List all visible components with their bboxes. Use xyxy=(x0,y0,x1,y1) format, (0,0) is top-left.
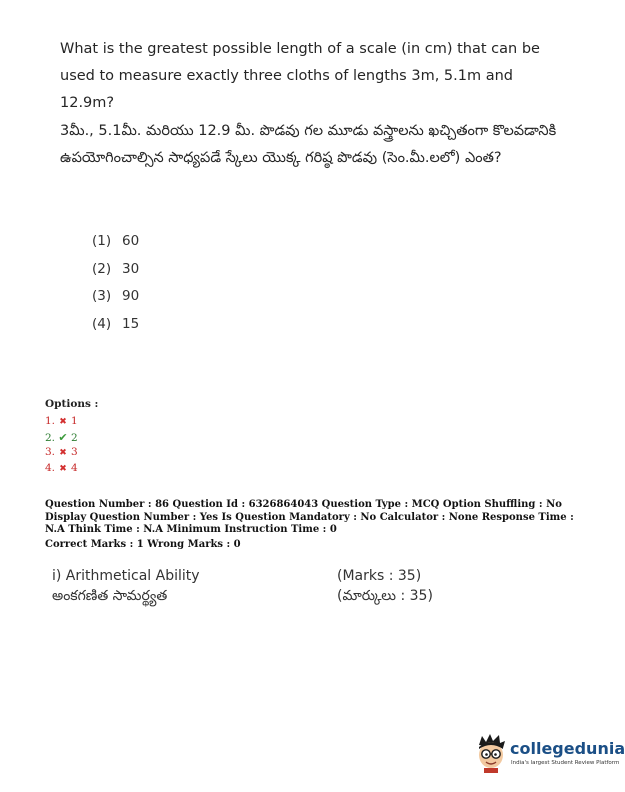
choice-number: (1) xyxy=(92,233,112,249)
options-heading: Options : xyxy=(45,398,99,410)
choice-3 xyxy=(92,283,139,311)
option-value: 1 xyxy=(71,415,78,427)
choice-number: (2) xyxy=(92,260,112,277)
option-2 xyxy=(45,430,78,446)
section-title-english: i) Arithmetical Ability xyxy=(52,568,200,584)
marks-info: Correct Marks : 1 Wrong Marks : 0 xyxy=(45,539,241,550)
choice-number: (3) xyxy=(92,288,112,304)
choice-2 xyxy=(92,256,139,284)
section-marks-telugu: (మార్కులు : 35) xyxy=(337,588,433,604)
question-metadata: Question Number : 86 Question Id : 6326864043 Question Type : MCQ Option Shuffling : No Display Question Number : Yes Is Question Mandatory : No Calculator : None Response Time : N.A Think Time : N.A Minimum Instruction Time : 0 xyxy=(45,499,574,535)
choice-value: 15 xyxy=(122,315,140,332)
option-value: 2 xyxy=(71,431,78,444)
brand-tagline: India's largest Student Review Platform xyxy=(511,760,620,766)
choice-value: 60 xyxy=(122,233,140,249)
option-4 xyxy=(45,461,78,477)
mascot-face-icon xyxy=(474,733,508,773)
choice-1 xyxy=(92,228,139,256)
option-index: 1. xyxy=(45,415,56,427)
choice-value: 90 xyxy=(122,288,140,304)
options-list xyxy=(45,414,78,476)
cross-icon: ✖ xyxy=(59,463,67,474)
choice-4 xyxy=(92,311,139,339)
option-value: 4 xyxy=(71,461,78,474)
brand-name: collegedunia xyxy=(510,739,625,758)
section-header xyxy=(52,566,472,606)
question-text-english: What is the greatest possible length of a scale (in cm) that can be used to measure exactly three cloths of lengths 3m, 5.1m and 12.9m? xyxy=(60,41,540,111)
option-index: 4. xyxy=(45,461,56,474)
cross-icon: ✖ xyxy=(59,448,67,459)
option-index: 2. xyxy=(45,431,56,444)
collegedunia-logo xyxy=(474,733,625,777)
answer-choices xyxy=(92,228,139,338)
cross-icon: ✖ xyxy=(59,417,67,427)
section-marks-english: (Marks : 35) xyxy=(337,568,422,584)
choice-number: (4) xyxy=(92,315,112,332)
choice-value: 30 xyxy=(122,260,140,277)
section-title-telugu: అంకగణిత సామర్థ్యత xyxy=(52,588,168,604)
option-index: 3. xyxy=(45,446,56,459)
option-3 xyxy=(45,445,78,461)
option-value: 3 xyxy=(71,446,78,459)
question-text-telugu: 3మీ., 5.1మీ. మరియు 12.9 మీ. పొడవు గల మూడు వస్త్రాలను ఖచ్చితంగా కొలవడానికి ఉపయోగించాల్సిన సాధ్యపడే స్కేలు యొక్క గరిష్ఠ పొడవు (సెం.మీ.లలో) ఎంత? xyxy=(60,123,557,166)
option-1 xyxy=(45,414,78,430)
checkmark-icon: ✔ xyxy=(58,430,68,444)
